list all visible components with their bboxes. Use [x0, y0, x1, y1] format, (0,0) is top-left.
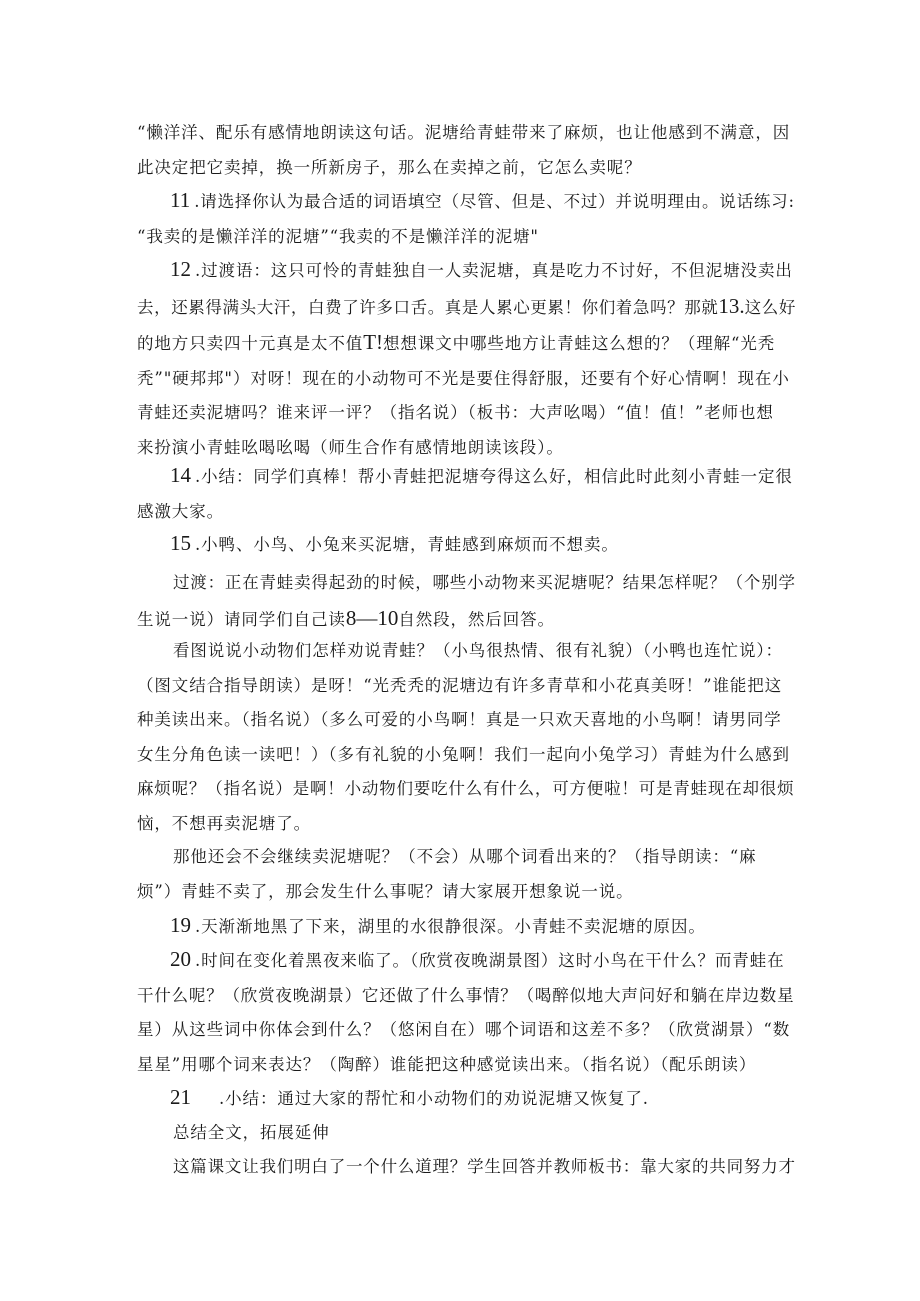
item-number-inline: 13. — [718, 293, 745, 318]
text-line: 此决定把它卖掉，换一所新房子，那么在卖掉之前，它怎么卖呢？ — [137, 157, 642, 177]
text-segment: 想想课文中哪些地方让青蛙这么想的？（理解“光秃 — [383, 334, 776, 353]
paragraph-12 — [137, 252, 797, 465]
text-line — [137, 289, 797, 326]
item-number: 14 — [170, 463, 191, 487]
paragraph-look — [137, 634, 797, 841]
text-line — [137, 1080, 797, 1117]
text-segment: .小结：通过大家的帮忙和小动物们的劝说泥塘又恢复了. — [219, 1089, 649, 1108]
text-segment: 自然段，然后回答。 — [398, 609, 555, 629]
text-segment: .请选择你认为最合适的词语填空（尽管、但是、不过）并说明理由。说话练习: — [194, 192, 795, 211]
text-line — [137, 908, 797, 945]
text-line — [137, 183, 797, 220]
paragraph-19 — [137, 908, 797, 945]
text-line: 麻烦呢？（指名说）是啊！小动物们要吃什么有什么，可方便啦！可是青蛙现在却很烦 — [137, 779, 795, 798]
item-number: 15 — [170, 531, 191, 555]
text-line: 感激大家。 — [137, 501, 224, 521]
item-number: 20 — [170, 947, 191, 971]
text-line: 秃”"硬邦邦"）对呀！现在的小动物可不光是要住得舒服，还要有个好心情啊！现在小 — [137, 368, 790, 388]
text-segment: 的地方只卖四十元真是太不值 — [137, 334, 364, 353]
ocr-mark: T! — [363, 330, 384, 354]
text-line: 干什么呢？（欣赏夜晚湖景）它还做了什么事情？（喝醉似地大声问好和躺在岸边数星 — [137, 985, 795, 1005]
text-line — [137, 526, 797, 563]
text-segment: .时间在变化着黑夜来临了。（欣赏夜晚湖景图）这时小鸟在干什么？而青蛙在 — [195, 951, 785, 970]
text-line: 看图说说小动物们怎样劝说青蛙？（小鸟很热情、很有礼貌）（小鸭也连忙说）： — [173, 641, 783, 660]
paragraph-last — [137, 1150, 797, 1185]
text-segment: 这么好 — [744, 297, 796, 317]
text-line: 女生分角色读一读吧！）（多有礼貌的小兔啊！我们一起向小兔学习）青蛙为什么感到 — [137, 744, 790, 764]
text-line: 这篇课文让我们明白了一个什么道理？学生回答并教师板书：靠大家的共同努力才 — [173, 1157, 796, 1176]
text-line: 星）从这些词中你体会到什么？（悠闲自在）哪个词语和这差不多？（欣赏湖景）“数 — [137, 1020, 791, 1039]
text-segment: 生说一说）请同学们自己读 — [137, 609, 346, 629]
text-line: 恼，不想再卖泥塘了。 — [137, 813, 311, 833]
text-line: “我卖的是懒洋洋的泥塘”“我卖的不是懒洋洋的泥塘" — [137, 226, 539, 246]
item-number: 11 — [170, 188, 191, 212]
text-line: “懒洋洋、配乐有感情地朗读这句话。泥塘给青蛙带来了麻烦，也让他感到不满意，因 — [137, 123, 791, 142]
text-line: 星星”用哪个词来表达？（陶醉）谁能把这种感觉读出来。（指名说）（配乐朗读） — [137, 1054, 757, 1074]
text-segment: 去，还累得满头大汗，白费了许多口舌。真是人累心更累！你们着急吗？那就 — [137, 297, 719, 317]
section-heading: 总结全文，拓展延伸 — [173, 1123, 330, 1142]
text-line — [137, 458, 797, 495]
text-line: 那他还会不会继续卖泥塘呢？（不会）从哪个词看出来的？（指导朗读：“麻 — [173, 847, 757, 866]
text-line: 种美读出来。（指名说）（多么可爱的小鸟啊！真是一只欢天喜地的小鸟啊！请男同学 — [137, 710, 782, 729]
paragraph-15 — [137, 526, 797, 563]
text-line — [137, 252, 797, 289]
text-line: （图文结合指导朗读）是呀！“光秃秃的泥塘边有许多青草和小花真美呀！”谁能把这 — [137, 675, 783, 695]
paragraph-continue — [137, 840, 797, 909]
paragraph-intro — [137, 116, 797, 185]
paragraph-11 — [137, 183, 797, 254]
paragraph-summary — [137, 1116, 797, 1151]
paragraph-14 — [137, 458, 797, 529]
text-segment: .过渡语：这只可怜的青蛙独自一人卖泥塘，真是吃力不讨好，不但泥塘没卖出 — [195, 261, 793, 280]
text-line — [137, 601, 797, 638]
item-number: 21 — [170, 1085, 191, 1109]
text-segment: .天渐渐地黑了下来，湖里的水很静很深。小青蛙不卖泥塘的原因。 — [195, 917, 706, 936]
paragraph-20 — [137, 942, 797, 1082]
text-line: 过渡：正在青蛙卖得起劲的时候，哪些小动物来买泥塘呢？结果怎样呢？（个别学 — [173, 573, 796, 592]
text-line: 青蛙还卖泥塘吗？谁来评一评？（指名说）（板书：大声吆喝）“值！值！”老师也想 — [137, 403, 774, 422]
text-line: 烦”）青蛙不卖了，那会发生什么事呢？请大家展开想象说一说。 — [137, 881, 634, 901]
text-line — [137, 942, 797, 979]
text-segment: .小结：同学们真棒！帮小青蛙把泥塘夸得这么好，相信此时此刻小青蛙一定很 — [195, 467, 793, 486]
paragraph-range: 8—10 — [345, 605, 399, 630]
text-line — [137, 325, 797, 362]
paragraph-21 — [137, 1080, 797, 1117]
paragraph-transition — [137, 566, 797, 637]
text-line: 来扮演小青蛙吆喝吆喝（师生合作有感情地朗读该段）。 — [137, 437, 564, 457]
text-segment: .小鸭、小鸟、小兔来买泥塘，青蛙感到麻烦而不想卖。 — [195, 535, 619, 554]
item-number: 19 — [170, 913, 191, 937]
item-number: 12 — [170, 257, 191, 281]
